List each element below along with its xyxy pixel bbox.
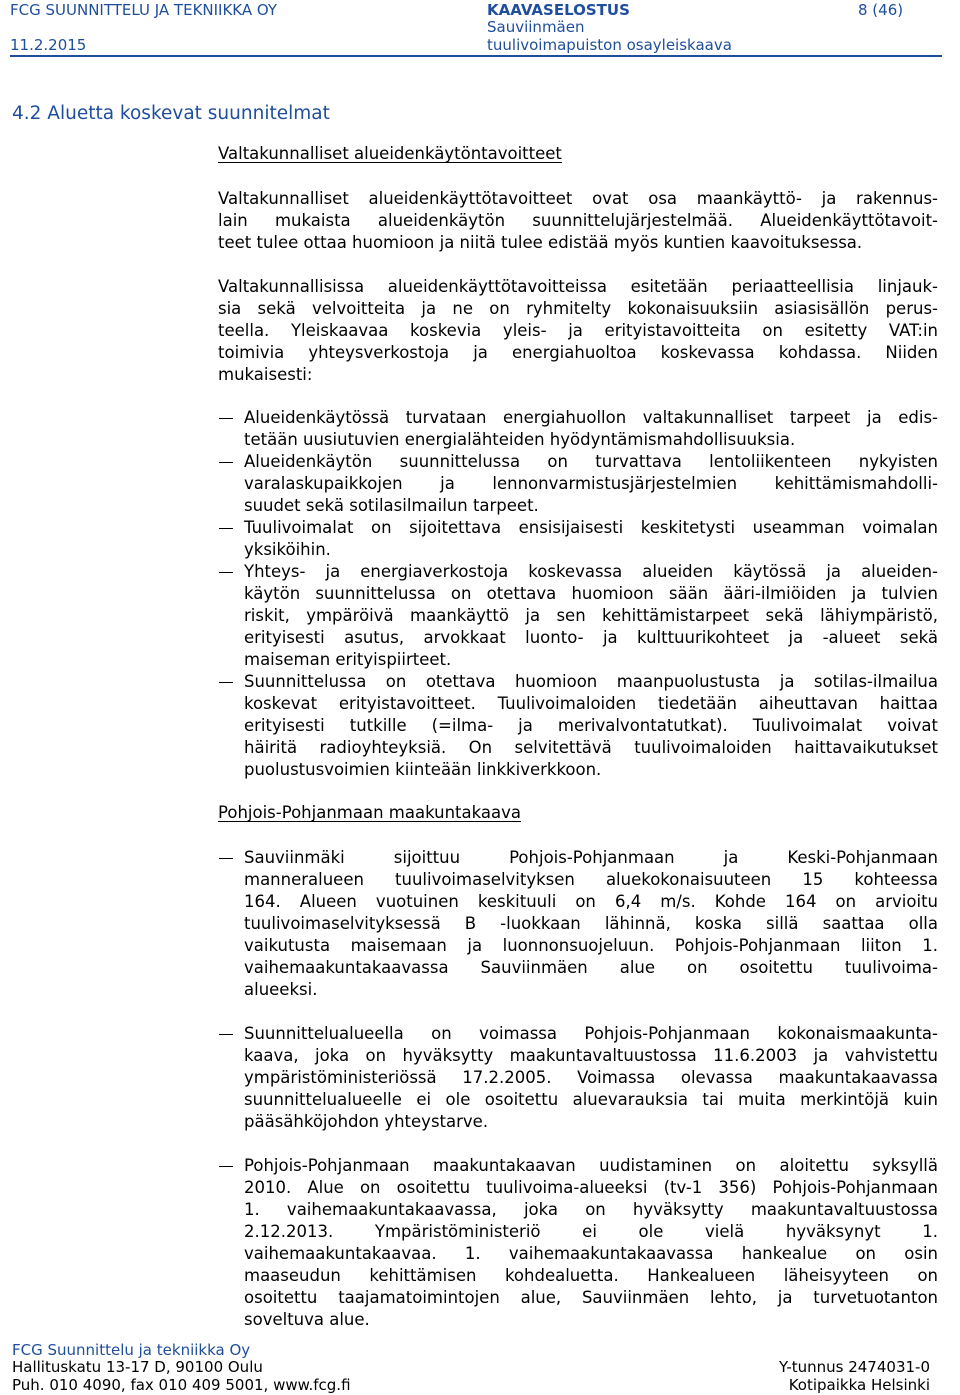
maakunta-bullet-2: Suunnittelualueella on voimassa Pohjois-Pohjanmaan kokonaismaakunta- kaava, joka on hyväksytty maakuntavaltuustossa 11.6.2003 ja vahvistettu ympäristöministeriössä 17.2.2005. Voimassa olevassa maakuntakaavassa suunnittelualueelle ei ole osoitettu aluevarauksia tai muita merkintöjä kuin pääsähköjohdon yhteystarve. xyxy=(244,1024,938,1131)
bullet-dash xyxy=(219,572,233,573)
vat-paragraph-2: Valtakunnallisissa alueidenkäyttötavoitteissa esitetään periaatteellisia linjauk- sia sekä velvoitteita ja ne on ryhmitelty kokonaisuuksiin asiasisällön perus- teella. Yleiskaavaa koskevia yleis- ja erityistavoitteita on esitetty VAT:in toimivia yhteysverkostoja ja energiahuoltoa koskevassa kohdassa. Niiden mukaisesti: xyxy=(218,277,938,384)
header-subtitle-1: Sauviinmäen xyxy=(487,18,585,36)
bullet-dash xyxy=(219,418,233,419)
header-subtitle-2: tuulivoimapuiston osayleiskaava xyxy=(487,36,732,54)
maakunta-bullet-3: Pohjois-Pohjanmaan maakuntakaavan uudistaminen on aloitettu syksyllä 2010. Alue on osoitettu tuulivoima-alueeksi (tv-1 356) Pohjois-Pohjanmaan 1. vaihemaakuntakaavassa, joka on hyväksytty maakuntavaltuustossa 2.12.2013. Ympäristöministeriö ei ole vielä hyväksynyt 1. vaihemaakuntakaavaa. 1. vaihemaakuntakaavassa hankealue on osin maaseudun kehittämisen kohdealuetta. Hankealueen läheisyyteen on osoitettu taajamatoimintojen alue, Sauviinmäen lehto, ja turvetuotanton soveltuva alue. xyxy=(244,1156,938,1329)
section-title: 4.2 Aluetta koskevat suunnitelmat xyxy=(12,103,330,124)
bullet-dash xyxy=(219,682,233,683)
bullet-dash xyxy=(219,528,233,529)
header-page-number: 8 (46) xyxy=(858,1,904,19)
footer-address: Hallituskatu 13-17 D, 90100 Oulu xyxy=(12,1358,263,1376)
vat-heading: Valtakunnalliset alueidenkäytöntavoitteet xyxy=(218,144,562,163)
maakunta-heading: Pohjois-Pohjanmaan maakuntakaava xyxy=(218,803,521,822)
vat-bullet-3: Tuulivoimalat on sijoitettava ensisijaisesti keskitetysti useamman voimalan yksiköihin. xyxy=(244,518,938,559)
header-date: 11.2.2015 xyxy=(10,36,87,54)
bullet-dash xyxy=(219,1166,233,1167)
header-company: FCG SUUNNITTELU JA TEKNIIKKA OY xyxy=(10,1,278,19)
footer-contact: Puh. 010 4090, fax 010 409 5001, www.fcg.fi xyxy=(12,1376,351,1394)
header-rule xyxy=(10,55,942,57)
bullet-dash xyxy=(219,462,233,463)
header-doc-type: KAAVASELOSTUS xyxy=(487,1,630,19)
maakunta-bullet-1: Sauviinmäki sijoittuu Pohjois-Pohjanmaan ja Keski-Pohjanmaan manneralueen tuulivoimaselvityksen aluekokonaisuuteen 15 kohteessa 164. Alueen vuotuinen keskituuli on 6,4 m/s. Kohde 164 on arvioitu tuulivoimaselvityksessä B -luokkaan lähinnä, koska sillä saattaa olla vaikutusta maisemaan ja luonnonsuojeluun. Pohjois-Pohjanmaan liiton 1. vaihemaakuntakaavassa Sauviinmäen alue on osoitettu tuulivoima- alueeksi. xyxy=(244,848,938,999)
vat-bullet-1: Alueidenkäytössä turvataan energiahuollon valtakunnalliset tarpeet ja edis- tetään uusiutuvien energialähteiden hyödyntämismahdollisuuksia. xyxy=(244,408,938,449)
vat-bullet-2: Alueidenkäytön suunnittelussa on turvattava lentoliikenteen nykyisten varalaskupaikkojen ja lennonvarmistusjärjestelmien kehittämismahdolli- suudet sekä sotilasilmailun tarpeet. xyxy=(244,452,938,515)
vat-bullet-5: Suunnittelussa on otettava huomioon maanpuolustusta ja sotilas-ilmailua koskevat erityistavoitteet. Tuulivoimaloiden tiedetään aiheuttavan haittaa erityisesti tutkille (=ilma- ja merivalvontatutkat). Tuulivoimalat voivat häiritä radioyhteyksiä. On selvitettävä tuulivoimaloiden haittavaikutukset puolustusvoimien kiinteään linkkiverkkoon. xyxy=(244,672,938,779)
footer-domicile: Kotipaikka Helsinki xyxy=(788,1376,930,1394)
footer-company: FCG Suunnittelu ja tekniikka Oy xyxy=(12,1341,251,1359)
footer-business-id: Y-tunnus 2474031-0 xyxy=(778,1358,930,1376)
vat-paragraph-1: Valtakunnalliset alueidenkäyttötavoitteet ovat osa maankäyttö- ja rakennus- lain mukaista alueidenkäytön suunnittelujärjestelmää. Alueidenkäyttötavoit- teet tulee ottaa huomioon ja niitä tulee edistää myös kuntien kaavoituksessa. xyxy=(218,189,938,252)
bullet-dash xyxy=(219,858,233,859)
vat-bullet-4: Yhteys- ja energiaverkostoja koskevassa alueiden käytössä ja alueiden- käytön suunnittelussa on otettava huomioon sään ääri-ilmiöiden ja tulvien riskit, ympäröivä maankäyttö ja sen kehittämistarpeet sekä lähiympäristö, erityisesti asutus, arvokkaat luonto- ja kulttuurikohteet ja -alueet sekä maiseman erityispiirteet. xyxy=(244,562,938,669)
bullet-dash xyxy=(219,1034,233,1035)
